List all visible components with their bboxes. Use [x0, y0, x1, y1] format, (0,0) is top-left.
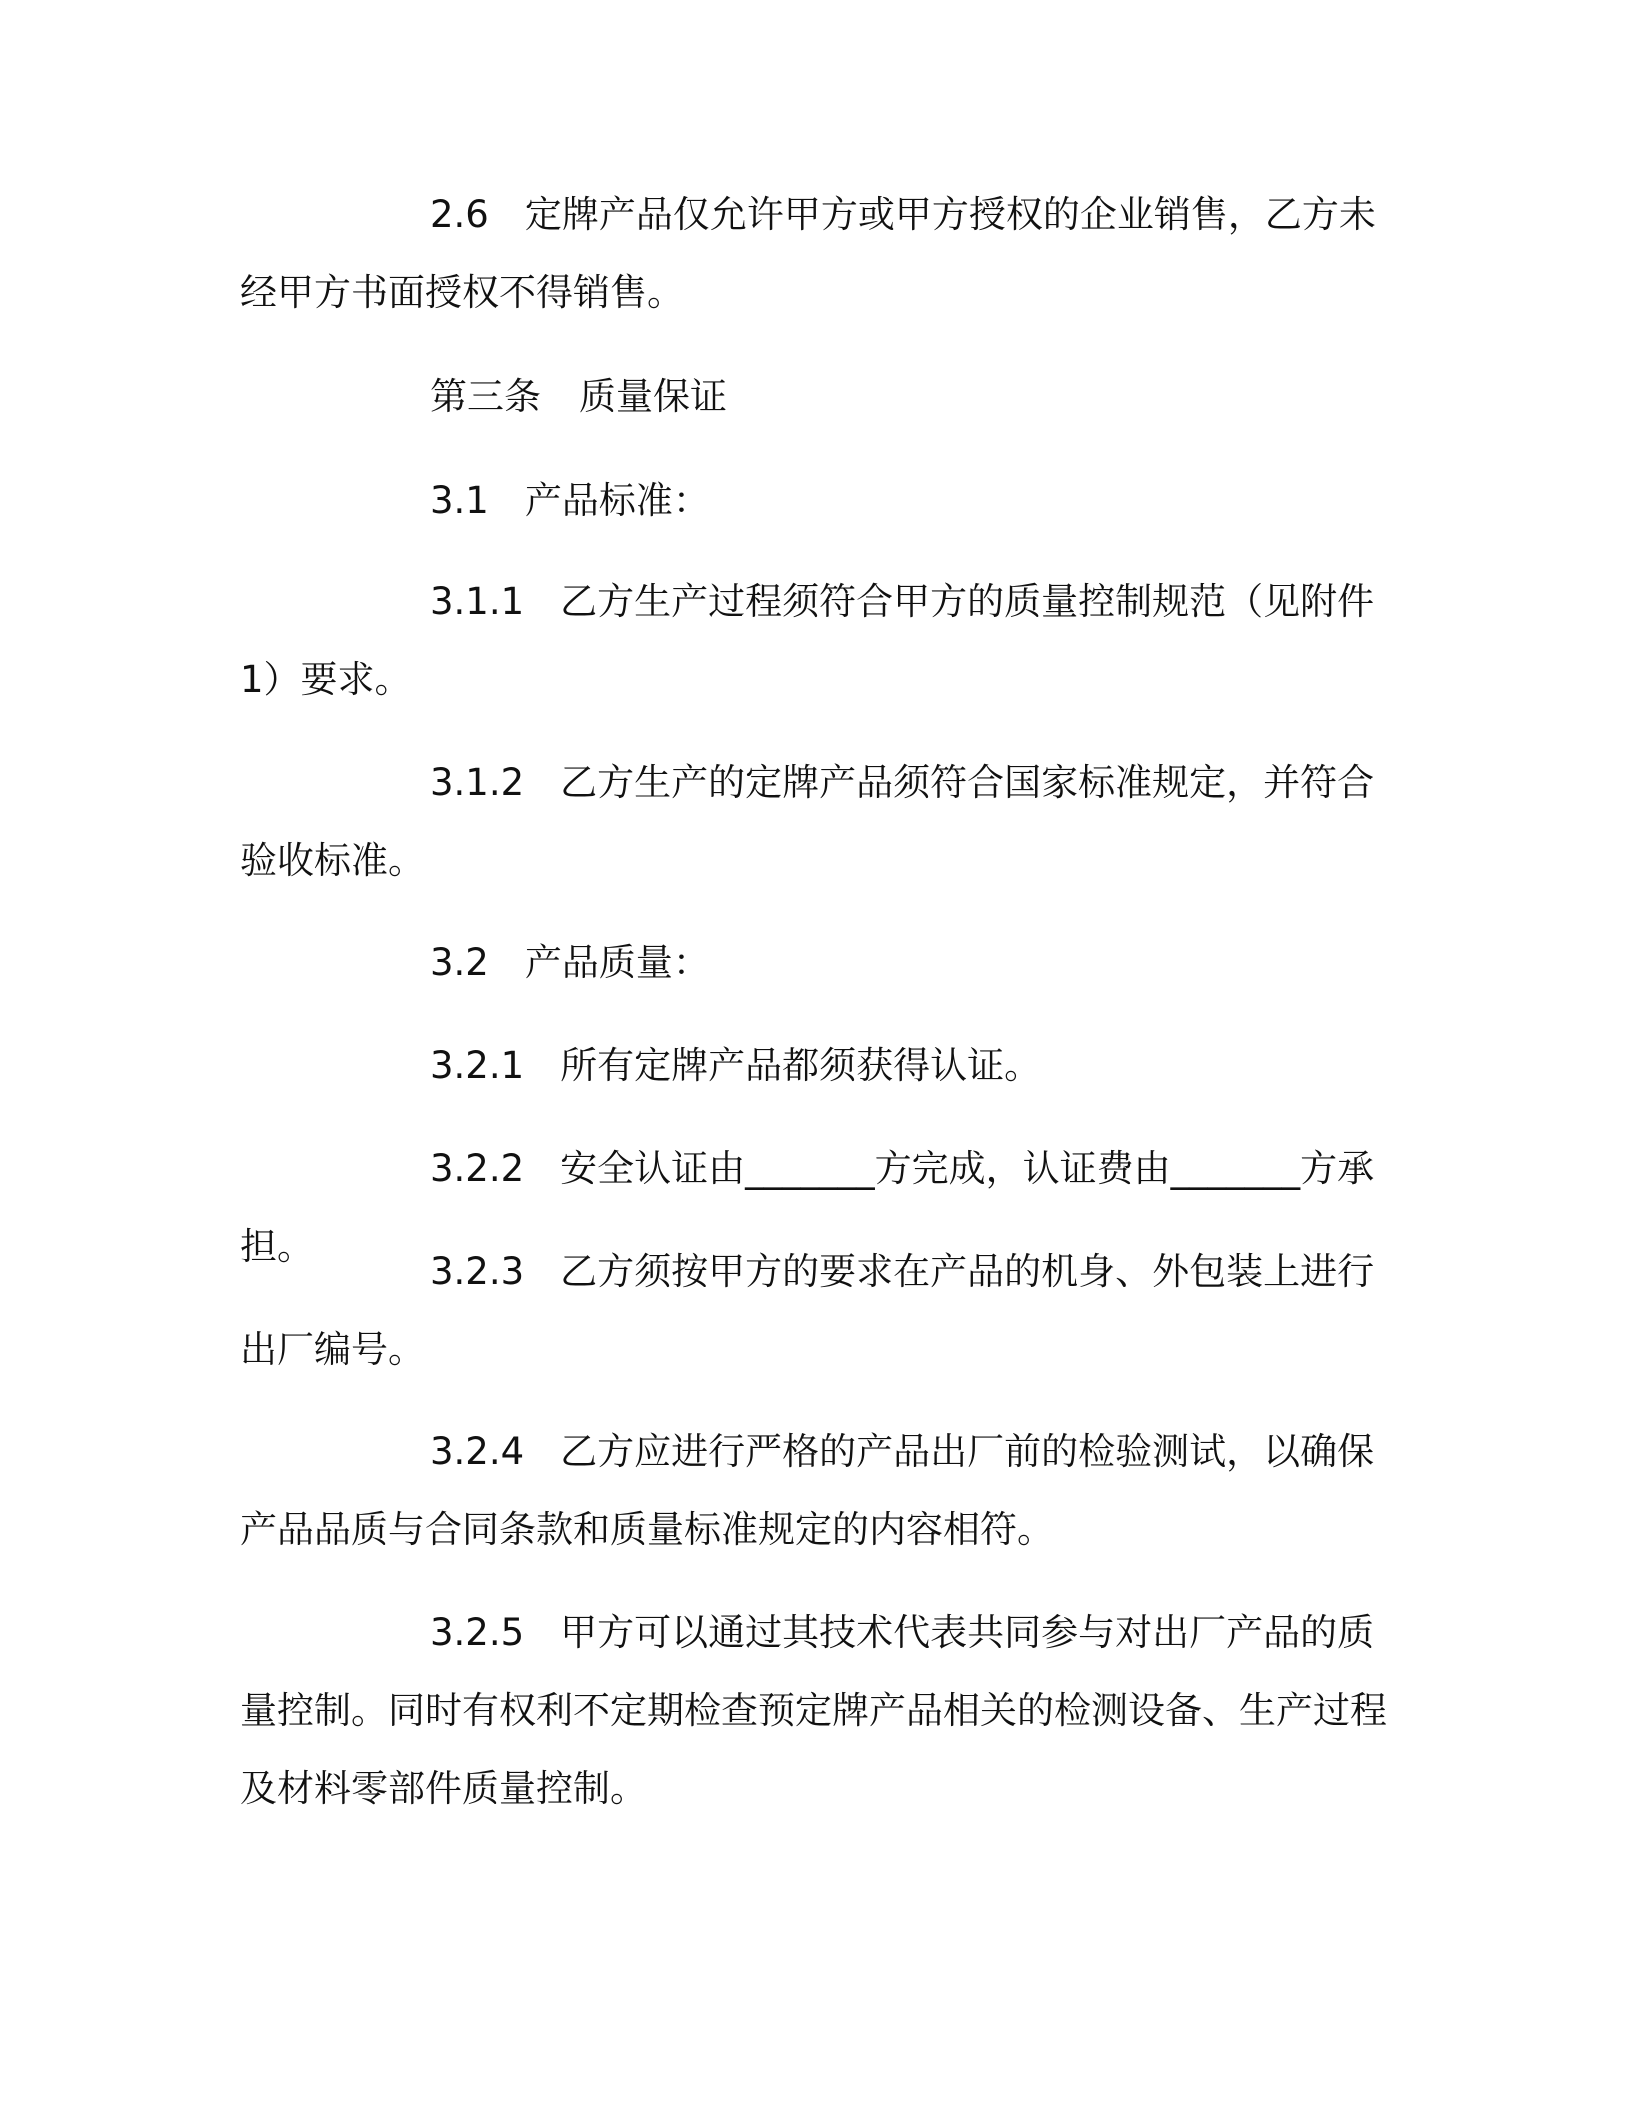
clause-text: 产品质量：: [524, 941, 710, 984]
clause-text: 安全认证由_______方完成，认证费由_______方承担。: [240, 1147, 1375, 1268]
clause-text: 产品标准：: [524, 479, 710, 522]
clause-3-2-4: [240, 1413, 1390, 1569]
article-3-heading: [240, 358, 1390, 436]
clause-text: 乙方须按甲方的要求在产品的机身、外包装上进行出厂编号。: [240, 1250, 1375, 1371]
clause-text: 甲方可以通过其技术代表共同参与对出厂产品的质量控制。同时有权利不定期检查预定牌产品相关的检测设备、生产过程及材料零部件质量控制。: [240, 1611, 1387, 1810]
clause-number: 3.2.2: [430, 1147, 525, 1190]
clause-2-6: [240, 176, 1390, 332]
clause-number: 3.1: [430, 479, 489, 522]
clause-number: 3.1.2: [430, 761, 525, 804]
article-title: 质量保证: [579, 375, 727, 418]
clause-number: 2.6: [430, 193, 489, 236]
clause-text: 定牌产品仅允许甲方或甲方授权的企业销售，乙方未经甲方书面授权不得销售。: [240, 193, 1376, 314]
clause-number: 3.2: [430, 941, 489, 984]
clause-text: 乙方生产的定牌产品须符合国家标准规定，并符合验收标准。: [240, 761, 1375, 882]
clause-text: 乙方应进行严格的产品出厂前的检验测试，以确保产品品质与合同条款和质量标准规定的内容相符。: [240, 1430, 1375, 1551]
article-number: 第三条: [430, 375, 541, 418]
clause-number: 3.2.1: [430, 1044, 525, 1087]
clause-3-2-3: [240, 1233, 1390, 1389]
clause-number: 3.2.5: [430, 1611, 525, 1654]
clause-text: 乙方生产过程须符合甲方的质量控制规范（见附件 1）要求。: [240, 580, 1375, 701]
clause-number: 3.2.3: [430, 1250, 525, 1293]
clause-3-2-1: [240, 1027, 1390, 1105]
clause-3-1-2: [240, 744, 1390, 900]
clause-3-2-5: [240, 1594, 1390, 1828]
clause-number: 3.1.1: [430, 580, 525, 623]
clause-3-1: [240, 462, 1390, 540]
clause-number: 3.2.4: [430, 1430, 525, 1473]
clause-3-1-1: [240, 563, 1390, 719]
clause-text: 所有定牌产品都须获得认证。: [560, 1044, 1042, 1087]
clause-3-2: [240, 924, 1390, 1002]
